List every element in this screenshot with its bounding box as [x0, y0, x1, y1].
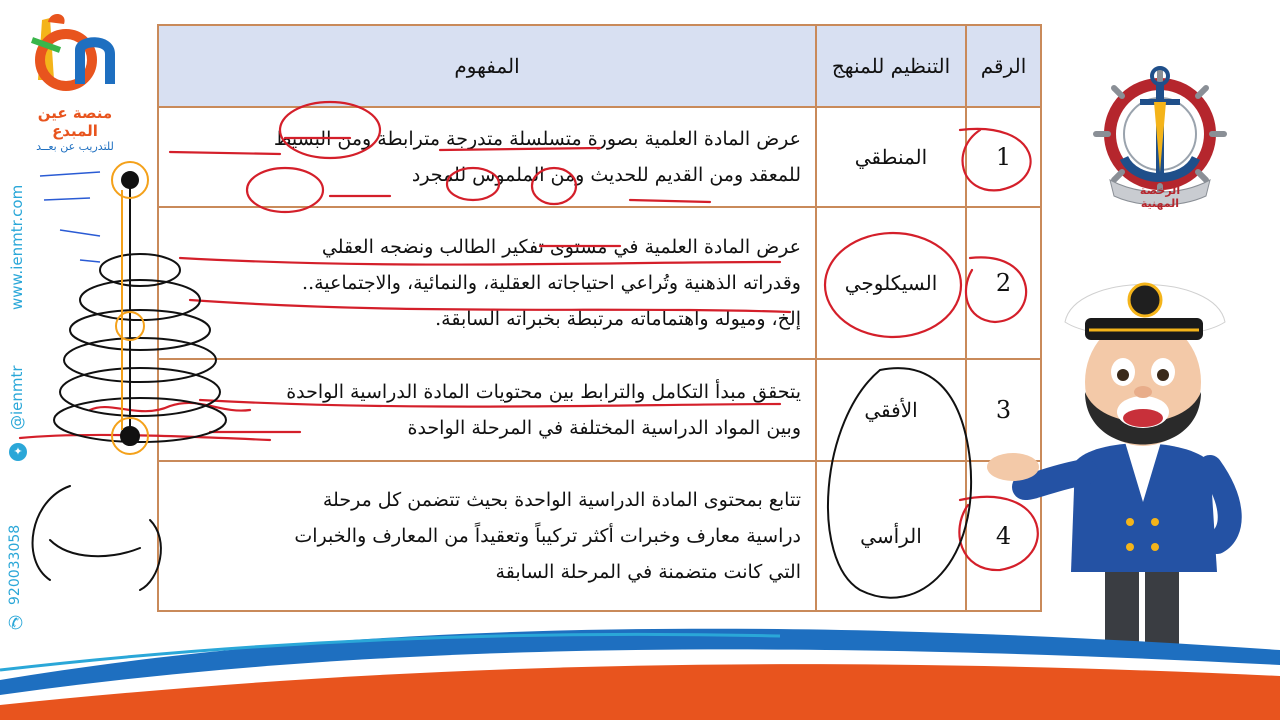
twitter-icon[interactable]: ✦ — [9, 443, 27, 461]
row-concept — [158, 207, 816, 359]
row-organization: المنطقي — [816, 107, 966, 207]
row-concept — [158, 107, 816, 207]
row-organization: الرأسي — [816, 461, 966, 611]
curriculum-table — [157, 24, 1042, 612]
row-concept — [158, 461, 816, 611]
header-number: الرقم — [966, 25, 1041, 107]
logo-mark-icon — [20, 10, 130, 100]
row-organization: السيكلوجي — [816, 207, 966, 359]
logo-name: منصة عين المبدع — [37, 104, 113, 140]
concept-line: عرض المادة العلمية في مستوى تفكير الطالب ونضجه العقلي — [321, 235, 801, 258]
social-handle[interactable]: @ienmtr — [8, 365, 26, 430]
concept-line: عرض المادة العلمية بصورة متسلسلة متدرجة مترابطة ومن البسيط — [273, 127, 801, 150]
concept-line: التي كانت متضمنة في المرحلة السابقة — [495, 561, 801, 584]
row-organization: الأفقي — [816, 359, 966, 461]
concept-line: تتابع بمحتوى المادة الدراسية الواحدة بحيث تتضمن كل مرحلة — [322, 488, 801, 511]
table-header-row — [158, 25, 1041, 107]
phone-icon[interactable]: ✆ — [8, 613, 24, 634]
row-concept — [158, 359, 816, 461]
table-row — [158, 461, 1041, 611]
row-number: 4 — [966, 461, 1041, 611]
row-number: 2 — [966, 207, 1041, 359]
concept-line: وقدراته الذهنية وتُراعي احتياجاته العقلية، والنمائية، والاجتماعية.. — [302, 271, 801, 294]
concept-line: دراسية معارف وخبرات أكثر تركيباً وتعقيداً من المعارف والخبرات — [294, 524, 801, 547]
concept-line: إلخ، وميوله واهتماماته مرتبطة بخبراته السابقة. — [435, 308, 801, 331]
badge-text: الرخصة المهنية — [1139, 184, 1181, 210]
website-url[interactable]: www.ienmtr.com — [8, 184, 26, 310]
table-row — [158, 107, 1041, 207]
concept-line: يتحقق مبدأ التكامل والترابط بين محتويات المادة الدراسية الواحدة — [286, 380, 801, 403]
header-concept: المفهوم — [158, 25, 816, 107]
header-organization: التنظيم للمنهج — [816, 25, 966, 107]
table-row — [158, 207, 1041, 359]
anchor-badge-icon — [1080, 62, 1240, 212]
captain-mascot — [985, 262, 1275, 667]
concept-line: وبين المواد الدراسية المختلفة في المرحلة الواحدة — [407, 417, 801, 439]
row-number: 3 — [966, 359, 1041, 461]
bottom-wave-decoration — [0, 610, 1280, 720]
concept-line: للمعقد ومن القديم للحديث ومن الملموس للمجرد — [411, 164, 801, 186]
table-row — [158, 359, 1041, 461]
brand-logo — [20, 10, 130, 153]
logo-tagline: للتدريب عن بعــد — [36, 140, 114, 153]
phone-number[interactable]: 920033058 — [7, 524, 23, 605]
row-number: 1 — [966, 107, 1041, 207]
